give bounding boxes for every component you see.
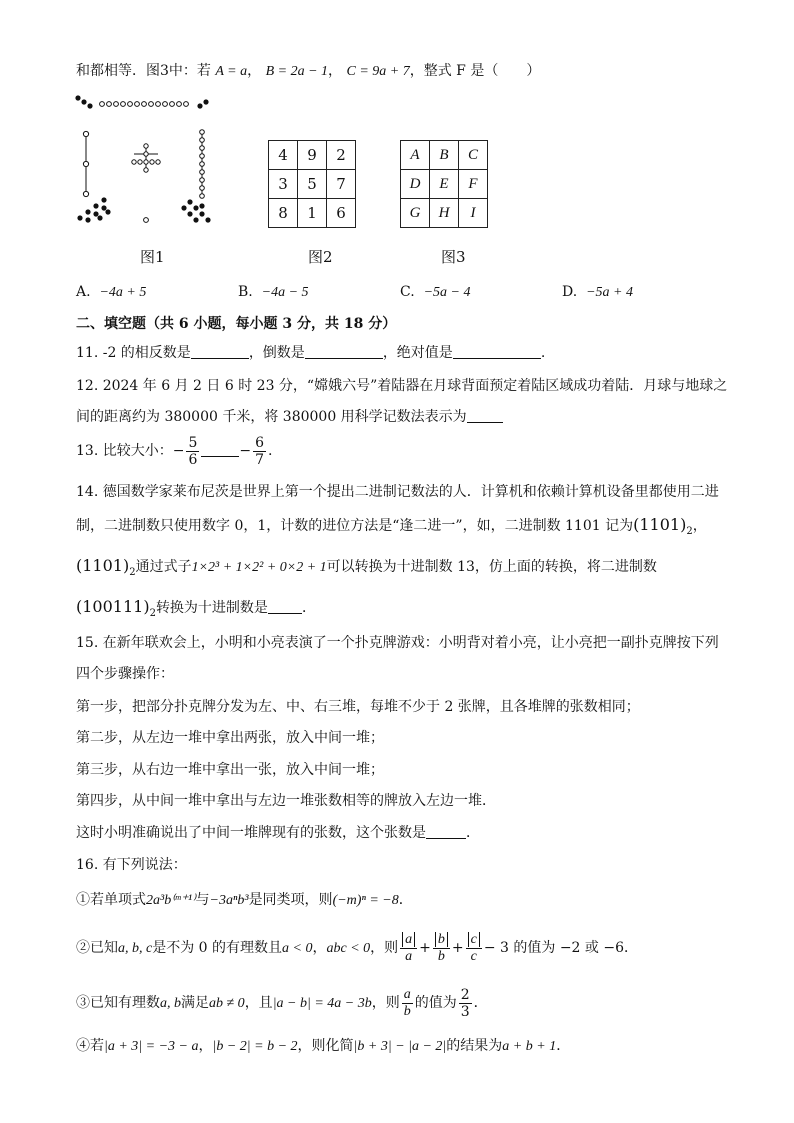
question-14-line-3: $(1101)_2$通过式子1×2³ + 1×2² + 0×2 + 1可以转换为十进制数 13，仿上面的转换，将二进制数 — [76, 556, 657, 578]
question-13: 13. 比较大小：− $\frac{5}{6}$ − $\frac{6}{7}$ . — [76, 434, 273, 468]
grid-cell: 3 — [269, 170, 298, 199]
question-15-step-3: 第三步，从右边一堆中拿出一张，放入中间一堆； — [76, 762, 384, 778]
fraction: $\frac{b}{b}$ — [433, 932, 450, 965]
fraction: $\frac{6}{7}$ — [255, 434, 265, 468]
question-15-step-1: 第一步，把部分扑克牌分发为左、中、右三堆，每堆不少于 2 张牌，且各堆牌的张数相同； — [76, 699, 640, 715]
q10-stem-line: 和都相等．图3中：若 A = a， B = 2a − 1， C = 9a + 7，整式 F 是（ ） — [76, 63, 541, 79]
question-11: 11. -2 的相反数是 ，倒数是 ，绝对值是 . — [76, 345, 546, 361]
figure-2-caption: 图2 — [308, 248, 333, 266]
answer-blank[interactable] — [268, 599, 302, 614]
grid-cell: C — [459, 141, 488, 170]
option-a[interactable]: A. −4a + 5 — [76, 284, 147, 300]
answer-blank[interactable] — [191, 344, 249, 359]
answer-blank[interactable] — [467, 408, 503, 423]
grid-cell: 5 — [298, 170, 327, 199]
grid-cell: D — [401, 170, 430, 199]
figure-3-letter-square — [400, 140, 488, 228]
answer-blank[interactable] — [453, 344, 541, 359]
question-12-line-1: 12. 2024 年 6 月 2 日 6 时 23 分，“嫦娥六号”着陆器在月球背面预定着陆区域成功着陆．月球与地球之 — [76, 378, 728, 394]
grid-cell: E — [430, 170, 459, 199]
fraction: $\frac{a}{a}$ — [400, 932, 417, 965]
question-16-statement-3: ③已知有理数a, b满足ab ≠ 0，且|a − b| = 4a − 3b，则 $\frac{a}{b}$ 的值为 $\frac{2}{3}$ ． — [76, 986, 488, 1020]
question-15-ask: 这时小明准确说出了中间一堆牌现有的张数，这个张数是 ． — [76, 825, 480, 841]
grid-row — [401, 141, 488, 170]
figure-2-magic-square — [268, 140, 356, 228]
figure-1-bead-diagram — [72, 92, 212, 227]
grid-cell: I — [459, 199, 488, 228]
grid-cell: 2 — [327, 141, 356, 170]
grid-cell: 4 — [269, 141, 298, 170]
question-16-statement-1: ①若单项式2a³b⁽ᵐ⁺¹⁾与−3aⁿb³是同类项，则(−m)ⁿ = −8． — [76, 892, 413, 908]
section-2-title: 二、填空题（共 6 小题，每小题 3 分，共 18 分） — [76, 316, 397, 332]
question-15-step-2: 第二步，从左边一堆中拿出两张，放入中间一堆； — [76, 730, 384, 746]
grid-cell: 6 — [327, 199, 356, 228]
question-16-statement-2: ②已知a, b, c是不为 0 的有理数且a < 0，abc < 0，则 $\frac{a}{a}$ + $\frac{b}{b}$ + $\frac{c}{c}$ − 3 的值为 −2 或 −6． — [76, 931, 639, 964]
question-14-line-2: 制，二进制数只使用数字 0，1，计数的进位方法是“逢二进一”，如，二进制数 1101 记为$(1101)_2$， — [76, 515, 707, 537]
question-14-line-1: 14. 德国数学家莱布尼茨是世界上第一个提出二进制记数法的人．计算机和依赖计算机设备里都使用二进 — [76, 484, 719, 500]
answer-blank[interactable] — [426, 824, 466, 839]
answer-blank[interactable] — [305, 344, 383, 359]
figure-3-caption: 图3 — [441, 248, 466, 266]
grid-row — [401, 199, 488, 228]
grid-cell: 1 — [298, 199, 327, 228]
grid-row — [269, 199, 356, 228]
grid-cell: G — [401, 199, 430, 228]
grid-cell: F — [459, 170, 488, 199]
grid-cell: 9 — [298, 141, 327, 170]
grid-row — [401, 170, 488, 199]
question-16-statement-4: ④若|a + 3| = −3 − a，|b − 2| = b − 2，则化简|b + 3| − |a − 2|的结果为a + b + 1． — [76, 1038, 571, 1054]
question-15-line-1: 15. 在新年联欢会上，小明和小亮表演了一个扑克牌游戏：小明背对着小亮，让小亮把一副扑克牌按下列 — [76, 635, 719, 651]
fraction: $\frac{c}{c}$ — [466, 932, 482, 965]
figure-1-caption: 图1 — [140, 248, 165, 266]
option-d[interactable]: D. −5a + 4 — [562, 284, 633, 300]
question-14-line-4: $(100111)_2$转换为十进制数是 ． — [76, 597, 316, 619]
grid-cell: 7 — [327, 170, 356, 199]
question-15-line-2: 四个步骤操作： — [76, 666, 174, 682]
fraction: $\frac{a}{b}$ — [403, 986, 411, 1019]
option-c[interactable]: C. −5a − 4 — [400, 284, 471, 300]
question-15-step-4: 第四步，从中间一堆中拿出与左边一堆张数相等的牌放入左边一堆． — [76, 793, 496, 809]
grid-row — [269, 170, 356, 199]
grid-cell: 8 — [269, 199, 298, 228]
grid-cell: H — [430, 199, 459, 228]
grid-cell: A — [401, 141, 430, 170]
answer-blank[interactable] — [201, 442, 239, 457]
option-b[interactable]: B. −4a − 5 — [238, 284, 309, 300]
fraction: $\frac{2}{3}$ — [460, 986, 470, 1020]
grid-row — [269, 141, 356, 170]
grid-cell: B — [430, 141, 459, 170]
question-16-title: 16. 有下列说法： — [76, 857, 187, 873]
fraction: $\frac{5}{6}$ — [188, 434, 198, 468]
question-12-line-2: 间的距离约为 380000 千米，将 380000 用科学记数法表示为 — [76, 407, 503, 427]
